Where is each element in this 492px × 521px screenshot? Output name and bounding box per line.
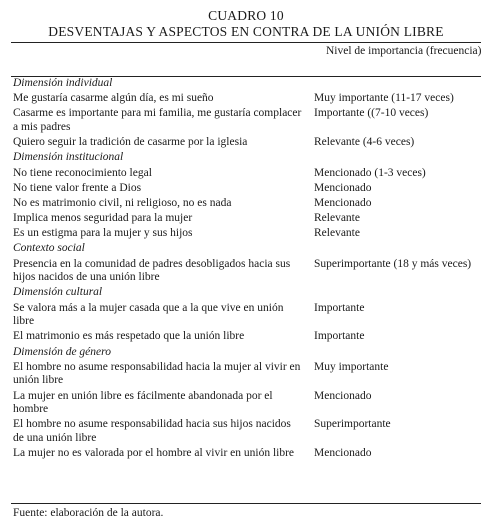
row-importance: Importante (314, 330, 365, 343)
table-row (13, 361, 483, 388)
row-item: Me gustaría casarme algún día, es mi sueño (13, 92, 214, 105)
row-item: Presencia en la comunidad de padres desobligados hacia sus hijos nacidos de una unión libre (13, 257, 291, 284)
table-title: DESVENTAJAS Y ASPECTOS EN CONTRA DE LA UNIÓN LIBRE (48, 24, 444, 39)
row-item: No tiene reconocimiento legal (13, 166, 152, 179)
table-row (13, 418, 483, 445)
section-heading: Contexto social (13, 242, 85, 255)
section-heading: Dimensión cultural (13, 286, 103, 299)
column-header-importance: Nivel de importancia (frecuencia) (326, 45, 482, 57)
table-row (13, 258, 483, 285)
table-row (13, 182, 483, 196)
row-item: El hombre no asume responsabilidad hacia sus hijos nacidos de una unión libre (13, 418, 291, 444)
row-importance: Mencionado (314, 181, 372, 194)
row-item: El matrimonio es más respetado que la unión libre (13, 330, 245, 343)
top-rule (11, 42, 481, 43)
row-importance: Importante ((7-10 veces) (314, 107, 429, 120)
row-importance: Muy importante (11-17 veces) (314, 92, 454, 105)
table-row (13, 107, 483, 134)
table-source: Fuente: elaboración de la autora. (13, 507, 164, 519)
row-item: El hombre no asume responsabilidad hacia la mujer al vivir en unión libre (13, 360, 301, 387)
row-importance: Importante (314, 301, 365, 314)
bottom-rule (11, 503, 481, 504)
row-item: No tiene valor frente a Dios (13, 181, 142, 194)
row-importance: Mencionado (314, 389, 372, 402)
table-row (13, 167, 483, 181)
row-importance: Mencionado (314, 196, 372, 209)
row-importance: Superimportante (314, 418, 391, 431)
section-heading: Dimensión individual (13, 77, 113, 89)
table-row (13, 197, 483, 211)
row-importance: Mencionado (1-3 veces) (314, 166, 426, 179)
row-item: La mujer en unión libre es fácilmente abandonada por el hombre (13, 389, 273, 416)
table-row (13, 136, 483, 150)
row-item: Implica menos seguridad para la mujer (13, 212, 193, 225)
row-item: Es un estigma para la mujer y sus hijos (13, 227, 193, 240)
row-importance: Relevante (314, 227, 360, 240)
table-row (13, 330, 483, 344)
row-item: Casarme es importante para mi familia, me gustaría complacer a mis padres (13, 107, 302, 133)
row-importance: Relevante (4-6 veces) (314, 136, 415, 149)
row-importance: Muy importante (314, 360, 389, 373)
table-body (13, 77, 483, 462)
row-importance: Relevante (314, 212, 360, 225)
section-heading: Dimensión de género (13, 345, 111, 358)
row-item: No es matrimonio civil, ni religioso, no es nada (13, 196, 232, 209)
row-item: La mujer no es valorada por el hombre al vivir en unión libre (13, 447, 295, 460)
table-number: CUADRO 10 (208, 8, 284, 23)
row-importance: Superimportante (18 y más veces) (314, 257, 472, 270)
row-item: Quiero seguir la tradición de casarme por la iglesia (13, 136, 248, 149)
table-row (13, 227, 483, 241)
section-heading: Dimensión institucional (13, 151, 124, 164)
table-row (13, 212, 483, 226)
table-row (13, 447, 483, 461)
table-row (13, 302, 483, 329)
row-item: Se valora más a la mujer casada que a la que vive en unión libre (13, 301, 284, 328)
table-row (13, 390, 483, 417)
table-row (13, 92, 483, 106)
row-importance: Mencionado (314, 447, 372, 460)
